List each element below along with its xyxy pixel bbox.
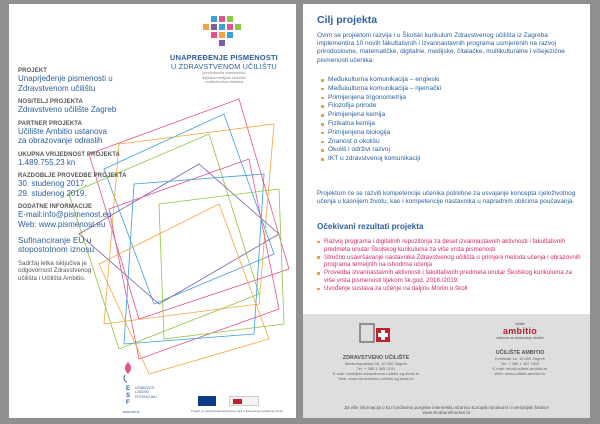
contact-footer: [303, 314, 590, 418]
list-item: Primijenjena kemija: [321, 111, 581, 120]
logo-tag: digitalna medijska ekološka: [202, 75, 246, 80]
info-label: NOSITELJ PROJEKTA: [18, 99, 83, 105]
project-logo: [159, 50, 289, 85]
intro-paragraph: Ovim se projektom razvija i u Školski kurikulum Zdravstvenog učilišta iz Zagreba implementira 10 novih fakultativnih i izvannastavnih programa usmjerenih na razvoj prirodoslovne, matematičke, digitalne, medijske, čitalačke, multikulturalne i višejezične pismenosti učenika:: [317, 32, 565, 64]
croatia-logo-icon: [233, 399, 242, 404]
school-zdravstveno: [309, 320, 443, 381]
school-email[interactable]: E-mail: info@uciliste-ambitio.hr: [492, 366, 548, 371]
svg-text:E: E: [126, 386, 131, 392]
list-item: Međukulturna komunikacija – njemački: [321, 85, 581, 94]
ambitio-logo: [453, 320, 587, 348]
info-value: za obrazovanje odraslih: [18, 136, 103, 145]
school-email[interactable]: E-mail: ured@zz.zdravstveno-uciliste-zg.skole.hr: [332, 371, 420, 376]
disclaimer-line: Sadržaj letka isključiva je: [18, 259, 87, 267]
logo-tag: multikulturalna čitalačka: [204, 80, 244, 85]
logo-title: UNAPREĐENJE PISMENOSTI: [170, 53, 278, 62]
funding-note: Sufinanciranje EU u: [18, 235, 92, 245]
ambitio-logo-bottom: ustanova za obrazovanje odraslih: [496, 336, 544, 340]
info-label: PARTNER PROJEKTA: [18, 120, 83, 127]
info-value: E-mail:info@pismenost.eu: [18, 210, 112, 219]
info-label: UKUPNA VRIJEDNOST PROJEKTA: [18, 151, 120, 158]
eu-flag-icon: [198, 396, 216, 406]
svg-text:F: F: [126, 400, 130, 406]
info-value: Zdravstvenom učilištu: [18, 83, 96, 93]
school-web[interactable]: Web: www.uciliste-ambitio.hr: [494, 371, 546, 376]
disclaimer: [18, 260, 168, 283]
info-label: PROJEKT: [18, 68, 48, 74]
footer-small-text: Projekt je sufinancirala Europska unija iz Europskog socijalnog fonda.: [191, 409, 284, 413]
esf-text-line: POTENCIJALI: [135, 394, 157, 399]
list-item: Okoliš i održivi razvoj: [321, 146, 581, 155]
school-address: Kuniščak 1a, 10 000 Zagreb: [494, 356, 546, 361]
results-title: Očekivani rezultati projekta: [317, 222, 424, 231]
info-label: RAZDOBLJE PROVEDBE PROJEKTA: [18, 173, 127, 179]
funding-note: stopostotnom iznosu: [18, 244, 95, 254]
info-value: 30. studenog 2017.: [18, 179, 87, 188]
list-item: Primijenjena trigonometrija: [321, 94, 581, 103]
info-value: Učilište Ambitio ustanova: [18, 126, 107, 136]
disclaimer-line: učilišta i Učilišta Ambitio.: [18, 275, 86, 283]
esf-logo-icon: [121, 360, 135, 408]
logo-tag: prirodoslovna matematička: [202, 71, 246, 75]
esf-url[interactable]: www.esf.hr: [123, 410, 140, 414]
partner-logos: [229, 396, 259, 406]
svg-text:S: S: [126, 393, 131, 399]
project-info: [18, 62, 168, 283]
results-list: [317, 238, 583, 293]
esf-text: [135, 386, 175, 399]
school-phone: Tel: + 385 1 555 2151: [356, 366, 396, 371]
info-value: Web: www.pismenost.eu: [18, 219, 106, 229]
esf-text-line: LJUDSKI: [135, 390, 149, 395]
info-value: 1.489.755,23 kn: [18, 157, 76, 167]
list-item: Stručno usavršavanje nastavnika Zdravstvenog učilišta u primjeni metoda učenja i obrazovnih programa temeljnih na ishodima učenja: [317, 254, 583, 269]
info-value: 29. studenog 2019.: [18, 188, 87, 198]
left-page: [9, 4, 296, 418]
list-item: Fizikalna kemija: [321, 120, 581, 129]
info-value: Zdravstveno učilište Zagreb: [18, 105, 117, 114]
list-item: Provedba izvannastavnih aktivnosti i fakultativnih predmeta unutar Školskog kurikuluma za više vrsta pismenosti tijekom šk.god. 2018./2019.: [317, 269, 583, 284]
school-ambitio: [453, 320, 587, 376]
list-item: Filozofija prirode: [321, 102, 581, 111]
eu-funds-text: Za više informacija o EU fondovima posjetite internetsku stranicu Europski strukturni i investicijski fondovi: [344, 405, 549, 410]
eu-funds-link[interactable]: www.strukturnifondovi.hr: [422, 410, 471, 416]
info-value: Unaprjeđenje pismenosti u: [18, 74, 113, 83]
ambitio-logo-word: ambitio: [502, 326, 538, 336]
school-name: UČILIŠTE AMBITIO: [495, 350, 545, 356]
list-item: Razvoj programa i digitalnih repozitorija za deset izvannastavnih aktivnosti i fakultativnih predmeta unutar Školskog kurikuluma za više vrsta pismenosti: [317, 238, 583, 253]
ambitio-logo-top: učilište: [515, 322, 525, 326]
esf-text-line: UČINKOVITI: [135, 386, 155, 390]
list-item: Primijenjena biologija: [321, 129, 581, 138]
school-address: Medvedgradska 55, 10 000 Zagreb: [344, 361, 408, 366]
list-item: Uvođenje sustava za učenje na daljinu Moriin u školi: [317, 285, 583, 293]
competence-paragraph: Projektom će se razviti kompetencije učenika potrebne za usvajanje koncepta cjeloživotnog učenja u kasnijem životu, kao i kompetencije nastavnika u naprednim oblicima poučavanja.: [317, 190, 576, 206]
list-item: Znanost o okolišu: [321, 138, 581, 147]
programs-list: [321, 76, 581, 164]
logo-subtitle: U ZDRAVSTVENOM UČILIŠTU: [171, 62, 277, 71]
school-name: ZDRAVSTVENO UČILIŠTE: [342, 355, 410, 361]
logo-icon-grid: [203, 16, 241, 46]
section-title: Cilj projekta: [317, 14, 378, 26]
disclaimer-line: odgovornost Zdravstvenog: [18, 267, 92, 275]
school-phone: Tel: + 385 1 467 7892: [500, 361, 540, 366]
eu-funds-note: [313, 405, 580, 416]
school-web[interactable]: Web: www.zdravstveno-uciliste-zg.skole.hr: [338, 376, 414, 381]
zdravstveno-logo-icon: [356, 320, 396, 348]
info-label: DODATNE INFORMACIJE: [18, 204, 93, 210]
list-item: IKT u zdravstvenoj komunikaciji: [321, 155, 581, 164]
right-page: [303, 4, 590, 418]
list-item: Međukulturna komunikacija – engleski: [321, 76, 581, 85]
